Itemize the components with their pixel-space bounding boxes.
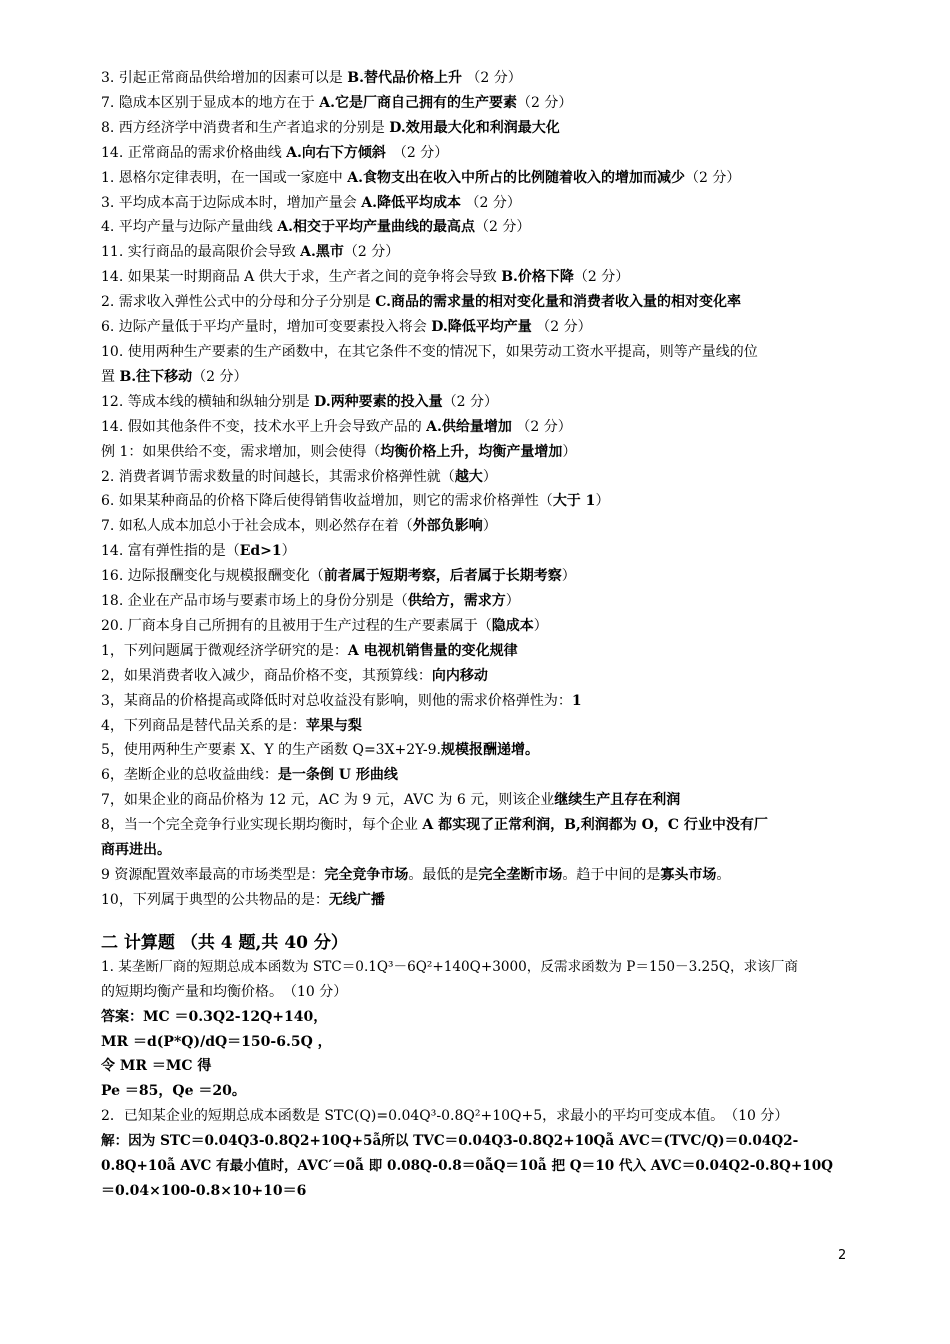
answer-text: D.两种要素的投入量 xyxy=(314,393,443,410)
page-number: 2 xyxy=(838,1248,847,1263)
fill-in-line xyxy=(101,589,851,614)
fill-in-line xyxy=(101,440,851,465)
numbered-list xyxy=(101,639,851,813)
calc-2-answer-1: 解：因为 STC＝0.04Q3-0.8Q2+10Q+5ẫ所以 TVC＝0.04Q3-0.8Q2+10Qẫ AVC＝(TVC/Q)＝0.04Q2- xyxy=(101,1133,799,1150)
question-10-line2: 置 B.往下移动（2 分） xyxy=(101,368,248,385)
question-text: 6. 如果某种商品的价格下降后使得销售收益增加，则它的需求价格弹性（ xyxy=(101,493,553,510)
item-8-line2: 商再进出。 xyxy=(101,842,171,859)
question-line xyxy=(101,191,851,216)
calc-1-answer-3: 令 MR ＝MC 得 xyxy=(101,1058,212,1075)
question-text: 2. 需求收入弹性公式中的分母和分子分别是 xyxy=(101,294,376,311)
answer-text: 前者属于短期考察，后者属于长期考察 xyxy=(323,568,562,585)
answer-text: 1 xyxy=(571,692,582,709)
answer-text: B.替代品价格上升 xyxy=(347,70,462,86)
score-text: ） xyxy=(482,518,497,535)
question-text: 3. 平均成本高于边际成本时，增加产量会 xyxy=(101,194,362,211)
answer-text: 规模报酬递增。 xyxy=(440,742,539,759)
question-text: 例 1：如果供给不变，需求增加，则会使得（ xyxy=(101,443,381,460)
answer-text: A.向右下方倾斜 xyxy=(286,144,386,161)
fill-in-line xyxy=(101,465,851,490)
question-text: 14. 正常商品的需求价格曲线 xyxy=(101,144,287,161)
calc-2-answer-3: ＝0.04×100-0.8×10+10＝6 xyxy=(101,1182,307,1199)
question-text: 2，如果消费者收入减少，商品价格不变，其预算线： xyxy=(101,667,432,684)
question-text: 12. 等成本线的横轴和纵轴分别是 xyxy=(101,393,315,410)
fill-in-list xyxy=(101,440,851,639)
question-line xyxy=(101,215,851,240)
score-text: ） xyxy=(595,493,610,510)
question-text: 7. 如私人成本加总小于社会成本，则必然存在着（ xyxy=(101,518,413,535)
multiple-choice-list-2 xyxy=(101,390,851,440)
calc-1-answer-1: 答案：MC ＝0.3Q2-12Q+140， xyxy=(101,1008,328,1025)
answer-text: A.相交于平均产量曲线的最高点 xyxy=(277,219,476,236)
score-text: （2 分） xyxy=(685,169,741,186)
question-text: 16. 边际报酬变化与规模报酬变化（ xyxy=(101,568,324,585)
item-8-line1: 8，当一个完全竞争行业实现长期均衡时，每个企业 A 都实现了正常利润，B,利润都为 O，C 行业中没有厂 xyxy=(101,817,768,834)
question-line xyxy=(101,390,851,415)
document-content xyxy=(101,66,851,1204)
score-text: ） xyxy=(505,593,520,610)
question-line xyxy=(101,141,851,166)
calc-2-answer-2: 0.8Q+10ẫ AVC 有最小值时，AVC′＝0ẫ 即 0.08Q-0.8＝0ẫQ＝10ẫ 把 Q＝10 代入 AVC＝0.04Q2-0.8Q+10Q xyxy=(101,1158,834,1175)
score-text: （2 分） xyxy=(475,219,531,236)
answer-text: 隐成本 xyxy=(491,617,534,634)
answer-text: 是一条倒 U 形曲线 xyxy=(277,767,398,784)
question-text: 20. 厂商本身自己所拥有的且被用于生产过程的生产要素属于（ xyxy=(101,617,492,634)
question-text: 3. 引起正常商品供给增加的因素可以是 xyxy=(101,70,348,86)
question-text: 14. 富有弹性指的是（ xyxy=(101,543,240,560)
question-text: 1. 恩格尔定律表明，在一国或一家庭中 xyxy=(101,169,348,186)
question-text: 4. 平均产量与边际产量曲线 xyxy=(101,219,278,236)
question-line xyxy=(101,91,851,116)
calc-1-answer-4: Pe ＝85，Qe ＝20。 xyxy=(101,1083,246,1100)
numbered-item xyxy=(101,714,851,739)
fill-in-line xyxy=(101,539,851,564)
numbered-item xyxy=(101,788,851,813)
score-text: （2 分） xyxy=(517,94,573,111)
question-text: 18. 企业在产品市场与要素市场上的身份分别是（ xyxy=(101,593,408,610)
fill-in-line xyxy=(101,564,851,589)
answer-text: 越大 xyxy=(454,468,483,485)
answer-text: 供给方，需求方 xyxy=(407,593,506,610)
multiple-choice-list xyxy=(101,66,851,340)
answer-text: 苹果与梨 xyxy=(305,717,362,734)
question-text: 6，垄断企业的总收益曲线： xyxy=(101,767,278,784)
question-line xyxy=(101,290,851,315)
question-10-line1: 10. 使用两种生产要素的生产函数中，在其它条件不变的情况下，如果劳动工资水平提高，则等产量线的位 xyxy=(101,343,758,360)
answer-text: D.效用最大化和利润最大化 xyxy=(389,119,560,136)
score-text: （2 分） xyxy=(343,244,400,261)
numbered-item xyxy=(101,689,851,714)
answer-text: 向内移动 xyxy=(431,667,488,684)
question-text: 5，使用两种生产要素 X、Y 的生产函数 Q=3X+2Y-9. xyxy=(101,742,441,759)
score-text: ） xyxy=(562,443,577,460)
item-10: 10，下列属于典型的公共物品的是：无线广播 xyxy=(101,891,385,908)
calc-1-answer-2: MR ＝d(P*Q)/dQ＝150-6.5Q ， xyxy=(101,1033,332,1050)
question-line xyxy=(101,240,851,265)
answer-text: 大于 1 xyxy=(552,493,596,510)
question-text: 4，下列商品是替代品关系的是： xyxy=(101,717,306,734)
calc-1-question-line1: 1. 某垄断厂商的短期总成本函数为 STC＝0.1Q³－6Q²+140Q+3000，反需求函数为 P＝150－3.25Q，求该厂商 xyxy=(101,958,798,975)
question-text: 1，下列问题属于微观经济学研究的是： xyxy=(101,642,348,659)
question-text: 11. 实行商品的最高限价会导致 xyxy=(101,244,301,261)
question-line xyxy=(101,66,851,91)
answer-text: 均衡价格上升，均衡产量增加 xyxy=(380,443,563,460)
answer-text: D.降低平均产量 xyxy=(431,319,532,336)
score-text: ） xyxy=(561,568,576,585)
answer-text: B.价格下降 xyxy=(501,269,574,286)
answer-text: Ed>1 xyxy=(239,543,282,560)
section-title: 二 计算题 （共 4 题,共 40 分） xyxy=(101,932,348,953)
question-text: 14. 如果某一时期商品 A 供大于求，生产者之间的竞争将会导致 xyxy=(101,269,502,286)
answer-text: 继续生产且存在利润 xyxy=(554,792,681,809)
answer-text: A.黑市 xyxy=(300,244,344,261)
score-text: （2 分） xyxy=(461,194,521,211)
fill-in-line xyxy=(101,614,851,639)
item-9: 9 资源配置效率最高的市场类型是：完全竞争市场。最低的是完全垄断市场。趋于中间的是寡头市场。 xyxy=(101,867,731,883)
question-text: 8. 西方经济学中消费者和生产者追求的分别是 xyxy=(101,119,390,136)
score-text: ） xyxy=(281,543,296,560)
question-text: 6. 边际产量低于平均产量时，增加可变要素投入将会 xyxy=(101,319,432,336)
score-text: ） xyxy=(482,468,497,485)
score-text: （2 分） xyxy=(531,319,592,336)
answer-text: 外部负影响 xyxy=(412,518,483,535)
score-text: （2 分） xyxy=(442,393,499,410)
score-text: （2 分） xyxy=(461,70,522,86)
numbered-item xyxy=(101,738,851,763)
calc-2-question: 2．已知某企业的短期总成本函数是 STC(Q)=0.04Q³-0.8Q²+10Q+5，求最小的平均可变成本值。 （10 分） xyxy=(101,1108,789,1125)
answer-text: A.供给量增加 xyxy=(426,418,512,435)
question-text: 14. 假如其他条件不变，技术水平上升会导致产品的 xyxy=(101,418,427,435)
answer-text: A.降低平均成本 xyxy=(361,194,462,211)
answer-text: C.商品的需求量的相对变化量和消费者收入量的相对变化率 xyxy=(375,294,742,311)
answer-text: A.它是厂商自己拥有的生产要素 xyxy=(319,94,518,111)
answer-text: A 电视机销售量的变化规律 xyxy=(347,642,518,659)
question-line xyxy=(101,116,851,141)
fill-in-line xyxy=(101,514,851,539)
fill-in-line xyxy=(101,489,851,514)
answer-text: A.食物支出在收入中所占的比例随着收入的增加而减少 xyxy=(347,169,686,186)
calc-1-question-line2: 的短期均衡产量和均衡价格。 （10 分） xyxy=(101,983,348,1000)
numbered-item xyxy=(101,639,851,664)
question-line xyxy=(101,315,851,340)
question-line xyxy=(101,415,851,440)
numbered-item xyxy=(101,763,851,788)
score-text: （2 分） xyxy=(511,418,572,435)
score-text: （2 分） xyxy=(385,144,449,161)
question-text: 2. 消费者调节需求数量的时间越长，其需求价格弹性就（ xyxy=(101,468,455,485)
score-text: ） xyxy=(533,617,548,634)
question-line xyxy=(101,166,851,191)
numbered-item xyxy=(101,664,851,689)
question-text: 3，某商品的价格提高或降低时对总收益没有影响，则他的需求价格弹性为： xyxy=(101,692,572,709)
question-text: 7. 隐成本区别于显成本的地方在于 xyxy=(101,94,320,111)
question-text: 7，如果企业的商品价格为 12 元，AC 为 9 元，AVC 为 6 元，则该企业 xyxy=(101,792,555,809)
score-text: （2 分） xyxy=(573,269,630,286)
question-line xyxy=(101,265,851,290)
